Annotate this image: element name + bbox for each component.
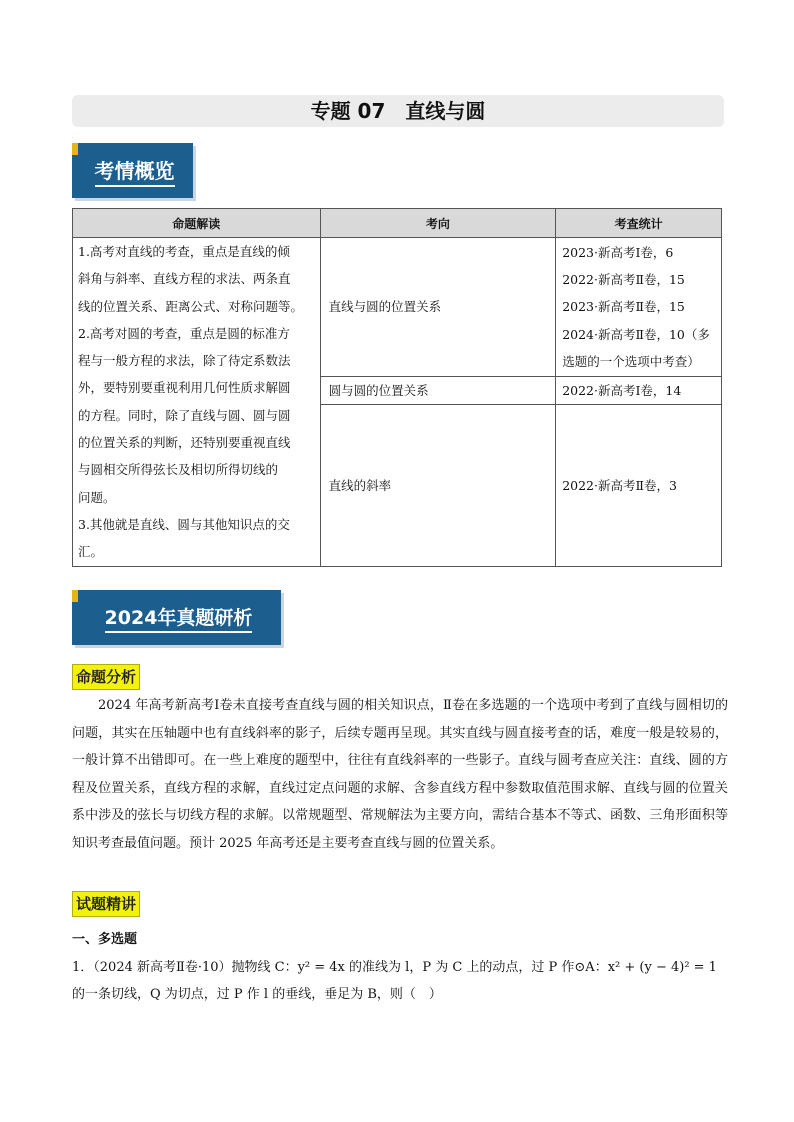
- analysis-paragraph: 2024 年高考新高考Ⅰ卷未直接考查直线与圆的相关知识点，Ⅱ卷在多选题的一个选项中考到了直线与圆相切的问题，其实在压轴题中也有直线斜率的影子，后续专题再呈现。其实直线与圆直接考查的话，难度一般是较易的，一般计算不出错即可。在一些上难度的题型中，往往有直线斜率的一些影子。直线与圆考查应关注：直线、圆的方程及位置关系，直线方程的求解，直线过定点问题的求解、含参直线方程中参数取值范围求解、直线与圆的位置关系中涉及的弦长与切线方程的求解。以常规题型、常规解法为主要方向，需结合基本不等式、函数、三角形面积等知识考查最值问题。预计 2025 年高考还是主要考查直线与圆的位置关系。: [72, 698, 728, 851]
- question-1-text: 1．（2024 新高考Ⅱ卷·10）抛物线 C：y² = 4x 的准线为 l，P 为 C 上的动点，过 P 作⊙A：x² + (y − 4)² = 1的一条切线，Q 为切点，过 P 作 l 的垂线，垂足为 B，则（ ）: [72, 960, 717, 1002]
- statistic-line: 2022·新高考Ⅱ卷，15: [562, 272, 685, 288]
- table-header-direction: 考向: [320, 209, 556, 238]
- direction-cell: 直线与圆的位置关系: [320, 238, 556, 377]
- interpretation-line: 2.高考对圆的考查，重点是圆的标准方: [78, 325, 290, 341]
- interpretation-line: 斜角与斜率、直线方程的求法、两条直: [78, 271, 291, 287]
- multi-choice-heading: 一、多选题: [72, 932, 138, 947]
- table-header-row: [73, 209, 722, 238]
- table-header-interpretation: 命题解读: [73, 209, 321, 238]
- interpretation-line: 的方程。同时，除了直线与圆、圆与圆: [78, 407, 291, 423]
- section-label-2024-analysis: 2024年真题研析: [72, 590, 281, 645]
- interpretation-line: 问题。: [78, 489, 116, 505]
- interpretation-line: 程与一般方程的求法，除了待定系数法: [78, 353, 291, 369]
- interpretation-line: 线的位置关系、距离公式、对称问题等。: [78, 298, 304, 314]
- interpretation-line: 与圆相交所得弦长及相切所得切线的: [78, 462, 279, 478]
- interpretation-line: 外，要特别要重视利用几何性质求解圆: [78, 380, 291, 396]
- table-header-statistics: 考查统计: [556, 209, 722, 238]
- section-label-overview: 考情概览: [72, 143, 193, 198]
- interpretation-line: 1.高考对直线的考查，重点是直线的倾: [78, 244, 290, 259]
- statistics-cell: 2022·新高考Ⅰ卷，14: [556, 376, 722, 404]
- table-row: [73, 238, 722, 377]
- interpretation-line: 的位置关系的判断，还特别要重视直线: [78, 435, 291, 451]
- direction-cell: 圆与圆的位置关系: [320, 376, 556, 404]
- statistics-cell: [556, 238, 722, 377]
- statistics-cell: 2022·新高考Ⅱ卷，3: [556, 405, 722, 566]
- statistic-line: 2024·新高考Ⅱ卷，10（多: [562, 326, 710, 342]
- interpretation-cell: [73, 238, 321, 567]
- statistic-line: 2023·新高考Ⅰ卷，6: [562, 244, 674, 260]
- statistic-line: 选题的一个选项中考查）: [562, 353, 700, 369]
- interpretation-line: 汇。: [78, 544, 104, 560]
- interpretation-line: 3.其他就是直线、圆与其他知识点的交: [78, 516, 290, 532]
- document-title: 专题 07 直线与圆: [72, 95, 724, 127]
- exercises-label: 试题精讲: [72, 891, 140, 917]
- overview-table: [72, 208, 722, 567]
- direction-cell: 直线的斜率: [320, 405, 556, 566]
- analysis-label: 命题分析: [72, 664, 140, 690]
- statistic-line: 2023·新高考Ⅱ卷，15: [562, 299, 685, 315]
